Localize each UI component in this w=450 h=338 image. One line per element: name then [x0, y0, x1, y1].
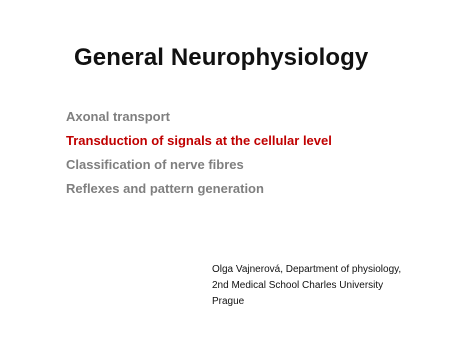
author-block: [212, 262, 444, 310]
topic-item-signal-transduction: Transduction of signals at the cellular level: [66, 133, 332, 148]
topic-list: [66, 105, 332, 201]
author-line: 2nd Medical School Charles University: [212, 280, 384, 291]
topic-item-reflexes: Reflexes and pattern generation: [66, 181, 264, 196]
author-line: Olga Vajnerová, Department of physiology,: [212, 264, 402, 275]
slide-title: General Neurophysiology: [74, 44, 369, 71]
topic-item-axonal-transport: Axonal transport: [66, 109, 171, 124]
topic-item-nerve-fibre-classification: Classification of nerve fibres: [66, 157, 244, 172]
author-line: Prague: [212, 296, 245, 307]
